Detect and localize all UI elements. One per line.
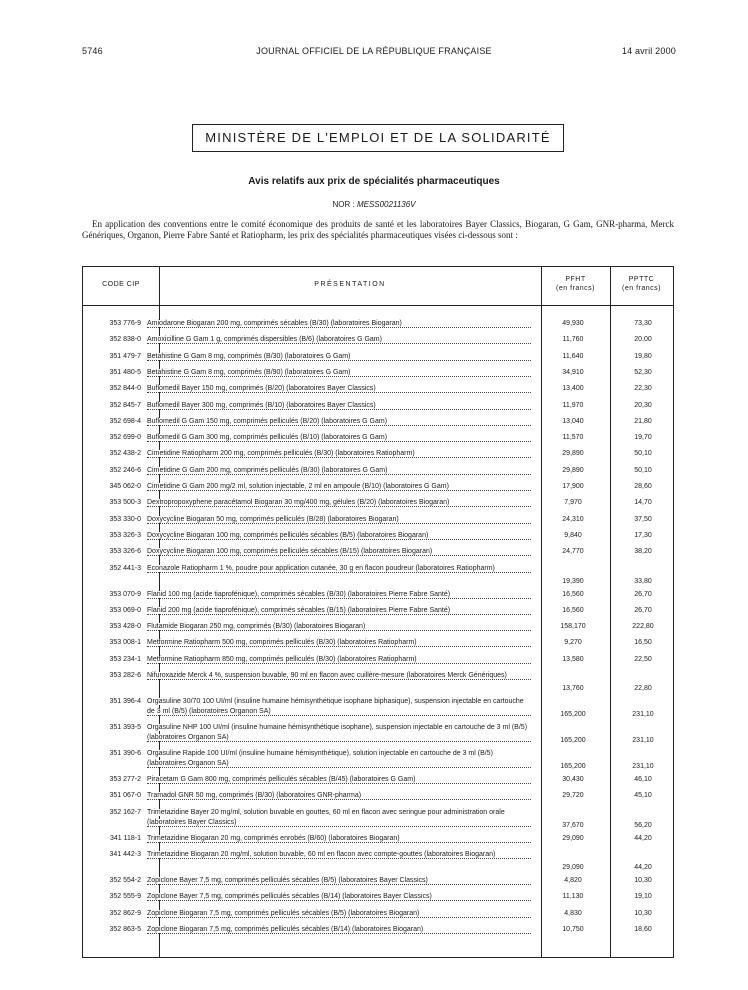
- table-row: [83, 482, 673, 498]
- cip-code: 352 844-0: [109, 385, 141, 393]
- pfht-value: 10,750: [562, 925, 584, 933]
- presentation-text: Orgasuline NHP 100 UI/ml (insuline humaine hémisynthétique isophane), suspension injectable en cartouche de 3 ml (B/5) (laboratoires Organon SA): [147, 724, 528, 741]
- cip-code: 352 838-0: [109, 336, 141, 344]
- cip-code: 345 062-0: [109, 483, 141, 490]
- pfttc-value: 222,80: [632, 623, 654, 631]
- pfttc-value: 19,70: [634, 434, 652, 442]
- cip-code: 352 698-4: [109, 417, 141, 425]
- dot-leader: [147, 392, 531, 393]
- cip-code: 353 282-6: [109, 672, 141, 679]
- table-row: [83, 749, 673, 775]
- presentation-cell: [147, 401, 531, 417]
- presentation-cell: [147, 697, 531, 723]
- notice-title: Avis relatifs aux prix de spécialités pharmaceutiques: [248, 176, 500, 187]
- pfttc-value: 19,80: [634, 352, 652, 360]
- presentation-cell: [147, 590, 531, 606]
- table-row: [83, 352, 673, 368]
- presentation-cell: [147, 564, 531, 590]
- cip-code: 351 479-7: [109, 352, 141, 360]
- cip-code: 353 428-0: [109, 623, 141, 631]
- presentation-text: Amiodarone Biogaran 200 mg, comprimés sécables (B/30) (laboratoires Biogaran): [147, 320, 402, 327]
- table-row: [83, 319, 673, 335]
- table-row: [83, 433, 673, 449]
- presentation-cell: [147, 876, 531, 892]
- pfht-value: 13,040: [562, 417, 584, 425]
- header-cip: CODE CIP: [102, 281, 140, 288]
- header-pfht-unit: (en francs): [556, 285, 595, 292]
- dot-leader: [147, 506, 531, 507]
- pfttc-value: 231,10: [632, 737, 654, 744]
- presentation-cell: [147, 606, 531, 622]
- table-row: [83, 590, 673, 606]
- pfttc-value: 46,10: [634, 776, 652, 783]
- presentation-cell: [147, 319, 531, 335]
- presentation-cell: [147, 384, 531, 400]
- table-row: [83, 368, 673, 384]
- presentation-text: Doxycycline Biogaran 100 mg, comprimés pelliculés sécables (B/5) (laboratoires Biogaran): [147, 531, 429, 539]
- pfttc-value: 18,60: [634, 925, 652, 933]
- pfttc-value: 44,20: [634, 863, 652, 871]
- presentation-cell: [147, 433, 531, 449]
- presentation-text: Orgasuline 30/70 100 UI/ml (insuline humaine hémisynthétique isophane biphasique), suspension injectable en cartouche de 3 ml (B/5) (laboratoires Organon SA): [147, 698, 524, 715]
- pfht-value: 24,770: [562, 548, 584, 556]
- pfttc-value: 10,30: [634, 909, 652, 917]
- presentation-text: Dextropropoxyphene paracétamol Biogaran 30 mg/400 mg, gélules (B/20) (laboratoires Biogaran): [147, 499, 450, 507]
- table-row: [83, 384, 673, 400]
- dot-leader: [147, 646, 531, 647]
- dot-leader: [147, 884, 531, 885]
- pfht-value: 24,310: [562, 515, 584, 523]
- table-row: [83, 515, 673, 531]
- presentation-cell: [147, 775, 531, 791]
- cip-code: 352 246-6: [109, 466, 141, 474]
- presentation-text: Buflomedil Bayer 300 mg, comprimés (B/10) (laboratoires Bayer Classics): [147, 401, 376, 409]
- pfht-value: 49,930: [562, 320, 584, 327]
- dot-leader: [147, 715, 531, 716]
- presentation-text: Cimetidine Ratiopharm 200 mg, comprimés pelliculés (B/30) (laboratoires Ratiopharm): [147, 450, 415, 458]
- presentation-text: Econazole Ratiopharm 1 %, poudre pour application cutanée, 30 g en flacon poudreur (laboratoires Ratiopharm): [147, 564, 495, 572]
- price-table: [82, 266, 674, 958]
- cip-code: 353 326-6: [109, 548, 141, 556]
- pfht-value: 11,130: [562, 893, 584, 901]
- table-row: [83, 417, 673, 433]
- cip-code: 341 442-3: [109, 850, 141, 858]
- pfht-value: 11,970: [562, 401, 584, 409]
- table-row: [83, 892, 673, 908]
- table-row: [83, 498, 673, 514]
- table-row: [83, 466, 673, 482]
- pfht-value: 34,910: [562, 368, 584, 376]
- pfttc-value: 56,20: [634, 821, 652, 829]
- pfttc-value: 22,30: [634, 385, 652, 393]
- presentation-text: Metformine Ratiopharm 850 mg, comprimés pelliculés (B/30) (laboratoires Ratiopharm): [147, 655, 417, 663]
- cip-code: 352 862-9: [109, 909, 141, 917]
- pfttc-value: 50,10: [634, 466, 652, 474]
- presentation-cell: [147, 671, 531, 697]
- presentation-cell: [147, 850, 531, 876]
- presentation-cell: [147, 622, 531, 638]
- presentation-text: Buflomedil Bayer 150 mg, comprimés (B/20) (laboratoires Bayer Classics): [147, 385, 376, 393]
- cip-code: 352 441-3: [109, 564, 141, 572]
- intro-paragraph: En application des conventions entre le comité économique des produits de santé et les laboratoires Bayer Classics, Biogaran, G Gam, GNR-pharma, Merck Génériques, Organon, Pierre Fabre Santé et Ratiopharm, les prix des spécialités pharmaceutiques visées ci-dessous sont :: [82, 219, 674, 240]
- presentation-text: Betahistine G Gam 8 mg, comprimés (B/30) (laboratoires G Gam): [147, 352, 351, 360]
- pfht-value: 29,890: [562, 466, 584, 474]
- presentation-text: Zopiclone Biogaran 7,5 mg, comprimés pelliculés sécables (B/14) (laboratoires Biogaran): [147, 925, 424, 933]
- presentation-text: Buflomedil G Gam 300 mg, comprimés pelliculés (B/10) (laboratoires G Gam): [147, 434, 388, 442]
- presentation-cell: [147, 808, 531, 834]
- pfttc-value: 22,80: [634, 685, 652, 692]
- pfht-value: 13,400: [562, 385, 584, 393]
- presentation-cell: [147, 482, 531, 498]
- header-pfttc-unit: (en francs): [622, 285, 661, 292]
- presentation-cell: [147, 925, 531, 941]
- pfttc-value: 37,50: [634, 515, 652, 523]
- dot-leader: [147, 783, 531, 784]
- presentation-text: Amoxicilline G Gam 1 g, comprimés dispersibles (B/6) (laboratoires G Gam): [147, 336, 382, 344]
- cip-code: 351 067-0: [109, 792, 141, 800]
- pfttc-value: 38,20: [634, 548, 652, 556]
- cip-code: 353 069-0: [109, 606, 141, 614]
- cip-code: 351 393-5: [109, 724, 141, 731]
- header-pfht: PFHT: [565, 276, 586, 283]
- table-row: [83, 606, 673, 622]
- pfttc-value: 21,80: [634, 417, 652, 425]
- table-row: [83, 547, 673, 563]
- table-row: [83, 834, 673, 850]
- presentation-text: Trimetazidine Bayer 20 mg/ml, solution buvable en gouttes, 60 ml en flacon avec seringue pour administration orale (laboratoires Bayer Classics): [147, 808, 505, 826]
- presentation-text: Flanid 100 mg (acide tiaprofénique), comprimés sécables (B/30) (laboratoires Pierre Fabre Santé): [147, 590, 451, 598]
- presentation-cell: [147, 417, 531, 433]
- presentation-text: Doxycycline Biogaran 100 mg, comprimés pelliculés sécables (B/15) (laboratoires Biogaran): [147, 548, 433, 556]
- pfht-value: 165,200: [560, 763, 586, 770]
- cip-code: 352 162-7: [109, 808, 141, 816]
- cip-code: 352 863-5: [109, 925, 141, 933]
- dot-leader: [147, 490, 531, 491]
- presentation-cell: [147, 749, 531, 775]
- presentation-cell: [147, 909, 531, 925]
- pfht-value: 16,560: [562, 590, 584, 598]
- cip-code: 353 776-9: [109, 320, 141, 327]
- dot-leader: [147, 343, 531, 344]
- pfht-value: 11,640: [562, 352, 584, 360]
- pfht-value: 4,820: [564, 876, 582, 884]
- presentation-cell: [147, 531, 531, 547]
- pfttc-value: 20,00: [634, 336, 652, 344]
- pfttc-value: 52,30: [634, 368, 652, 376]
- presentation-text: Zopiclone Biogaran 7,5 mg, comprimés pelliculés sécables (B/5) (laboratoires Biogaran): [147, 909, 420, 917]
- cip-code: 351 396-4: [109, 698, 141, 705]
- presentation-cell: [147, 655, 531, 671]
- presentation-text: Cimetidine G Gam 200 mg, comprimés pelliculés (B/30) (laboratoires G Gam): [147, 466, 388, 474]
- pfht-value: 11,760: [562, 336, 584, 344]
- cip-code: 353 234-1: [109, 655, 141, 663]
- pfht-value: 158,170: [560, 623, 586, 631]
- dot-leader: [147, 900, 531, 901]
- cip-code: 352 438-2: [109, 450, 141, 458]
- presentation-cell: [147, 466, 531, 482]
- presentation-text: Doxycycline Biogaran 50 mg, comprimés pelliculés (B/28) (laboratoires Biogaran): [147, 515, 399, 523]
- dot-leader: [147, 555, 531, 556]
- presentation-text: Metformine Ratiopharm 500 mg, comprimés pelliculés (B/30) (laboratoires Ratiopharm): [147, 639, 417, 647]
- pfttc-value: 28,60: [634, 483, 652, 490]
- pfht-value: 19,390: [562, 577, 584, 585]
- cip-code: 352 555-9: [109, 893, 141, 901]
- issue-date: 14 avril 2000: [621, 46, 676, 56]
- presentation-cell: [147, 638, 531, 654]
- cip-code: 352 845-7: [109, 401, 141, 409]
- cip-code: 351 480-5: [109, 368, 141, 376]
- presentation-text: Betahistine G Gam 8 mg, comprimés (B/90) (laboratoires G Gam): [147, 368, 351, 376]
- cip-code: 353 330-0: [109, 515, 141, 523]
- pfttc-value: 26,70: [634, 590, 652, 598]
- pfht-value: 9,840: [564, 531, 582, 539]
- pfht-value: 13,580: [562, 655, 584, 663]
- table-row: [83, 850, 673, 876]
- pfht-value: 30,430: [562, 776, 584, 783]
- table-row: [83, 723, 673, 749]
- pfht-value: 9,270: [564, 639, 582, 647]
- pfht-value: 16,560: [562, 606, 584, 614]
- pfttc-value: 26,70: [634, 606, 652, 614]
- pfht-value: 165,200: [560, 737, 586, 744]
- presentation-text: Buflomedil G Gam 150 mg, comprimés pelliculés (B/20) (laboratoires G Gam): [147, 417, 388, 425]
- pfttc-value: 33,80: [634, 577, 652, 585]
- dot-leader: [147, 799, 531, 800]
- cip-code: 352 554-2: [109, 876, 141, 884]
- presentation-text: Tramadol GNR 50 mg, comprimés (B/30) (laboratoires GNR-pharma): [147, 792, 362, 800]
- presentation-text: Trimetazidine Biogaran 20 mg, comprimés enrobés (B/60) (laboratoires Biogaran): [147, 834, 400, 842]
- table-row: [83, 655, 673, 671]
- presentation-cell: [147, 547, 531, 563]
- presentation-cell: [147, 498, 531, 514]
- header-divider: [83, 305, 673, 306]
- dot-leader: [147, 457, 531, 458]
- dot-leader: [147, 741, 531, 742]
- presentation-text: Zopiclone Bayer 7,5 mg, comprimés pelliculés sécables (B/5) (laboratoires Bayer Classics): [147, 876, 428, 884]
- dot-leader: [147, 630, 531, 631]
- table-row: [83, 909, 673, 925]
- cip-code: 351 390-6: [109, 750, 141, 757]
- nor-label: NOR :: [332, 200, 357, 209]
- table-row: [83, 531, 673, 547]
- presentation-cell: [147, 834, 531, 850]
- journal-title: JOURNAL OFFICIEL DE LA RÉPUBLIQUE FRANÇAISE: [256, 46, 492, 56]
- table-row: [83, 622, 673, 638]
- pfttc-value: 16,50: [634, 639, 652, 647]
- presentation-cell: [147, 791, 531, 807]
- presentation-text: Cimetidine G Gam 200 mg/2 ml, solution injectable, 2 ml en ampoule (B/10) (laboratoires G Gam): [147, 483, 449, 490]
- dot-leader: [147, 767, 531, 768]
- pfttc-value: 50,10: [634, 450, 652, 458]
- pfttc-value: 20,30: [634, 401, 652, 409]
- pfttc-value: 14,70: [634, 499, 652, 507]
- pfht-value: 29,090: [562, 834, 584, 842]
- cip-code: 353 008-1: [109, 639, 141, 647]
- dot-leader: [147, 539, 531, 540]
- pfttc-value: 45,10: [634, 792, 652, 800]
- nor-reference: [0, 200, 748, 209]
- table-row: [83, 401, 673, 417]
- pfht-value: 4,830: [564, 909, 582, 917]
- table-row: [83, 335, 673, 351]
- table-row: [83, 876, 673, 892]
- presentation-cell: [147, 449, 531, 465]
- presentation-cell: [147, 515, 531, 531]
- presentation-cell: [147, 892, 531, 908]
- table-row: [83, 791, 673, 807]
- nor-code: MESS0021136V: [356, 200, 416, 209]
- cip-code: 353 070-9: [109, 590, 141, 598]
- cip-code: 341 118-1: [109, 834, 141, 842]
- pfht-value: 17,900: [562, 483, 584, 490]
- presentation-cell: [147, 352, 531, 368]
- cip-code: 352 699-0: [109, 434, 141, 442]
- presentation-text: Flutamide Biogaran 250 mg, comprimés (B/30) (laboratoires Biogaran): [147, 623, 366, 631]
- table-row: [83, 775, 673, 791]
- table-row: [83, 638, 673, 654]
- presentation-text: Zopiclone Bayer 7,5 mg, comprimés pelliculés sécables (B/14) (laboratoires Bayer Classics): [147, 893, 432, 901]
- dot-leader: [147, 441, 531, 442]
- table-row: [83, 449, 673, 465]
- pfttc-value: 22,50: [634, 655, 652, 663]
- dot-leader: [147, 376, 531, 377]
- dot-leader: [147, 858, 531, 859]
- pfttc-value: 73,30: [634, 320, 652, 327]
- presentation-cell: [147, 723, 531, 749]
- pfht-value: 7,970: [564, 499, 582, 507]
- page-number: 5746: [82, 46, 103, 56]
- table-row: [83, 697, 673, 723]
- dot-leader: [147, 679, 531, 680]
- presentation-cell: [147, 335, 531, 351]
- pfttc-value: 19,10: [634, 893, 652, 901]
- pfht-value: 37,670: [562, 821, 584, 829]
- header-presentation: PRÉSENTATION: [314, 281, 386, 288]
- presentation-cell: [147, 368, 531, 384]
- pfttc-value: 10,30: [634, 876, 652, 884]
- cip-code: 353 500-3: [109, 499, 141, 507]
- header-pfttc: PPTTC: [628, 276, 655, 283]
- presentation-text: Piracetam G Gam 800 mg, comprimés pelliculés sécables (B/45) (laboratoires G Gam): [147, 776, 416, 783]
- table-row: [83, 925, 673, 941]
- pfht-value: 29,890: [562, 450, 584, 458]
- ministry-title: MINISTÈRE DE L'EMPLOI ET DE LA SOLIDARITÉ: [192, 124, 564, 152]
- table-row: [83, 564, 673, 590]
- presentation-text: Flanid 200 mg (acide tiaprofénique), comprimés sécables (B/15) (laboratoires Pierre Fabre Santé): [147, 606, 451, 614]
- presentation-text: Nifuroxazide Merck 4 %, suspension buvable, 90 ml en flacon avec cuillère-mesure (laboratoires Merck Génériques): [147, 672, 507, 679]
- pfttc-value: 231,10: [632, 711, 654, 718]
- dot-leader: [147, 327, 531, 328]
- presentation-text: Orgasuline Rapide 100 UI/ml (insuline humaine hémisynthétique), solution injectable en cartouche de 3 ml (B/5) (laboratoires Organon SA): [147, 750, 493, 767]
- presentation-text: Trimetazidine Biogaran 20 mg/ml, solution buvable, 60 ml en flacon avec compte-gouttes (laboratoires Biogaran): [147, 850, 496, 858]
- pfht-value: 165,200: [560, 711, 586, 718]
- table-row: [83, 671, 673, 697]
- table-row: [83, 808, 673, 834]
- pfttc-value: 44,20: [634, 834, 652, 842]
- pfht-value: 29,090: [562, 863, 584, 871]
- pfht-value: 13,760: [562, 685, 584, 692]
- pfttc-value: 231,10: [632, 763, 654, 770]
- cip-code: 353 277-2: [109, 776, 141, 783]
- pfttc-value: 17,30: [634, 531, 652, 539]
- cip-code: 353 326-3: [109, 531, 141, 539]
- pfht-value: 29,720: [562, 792, 584, 800]
- pfht-value: 11,570: [562, 434, 584, 442]
